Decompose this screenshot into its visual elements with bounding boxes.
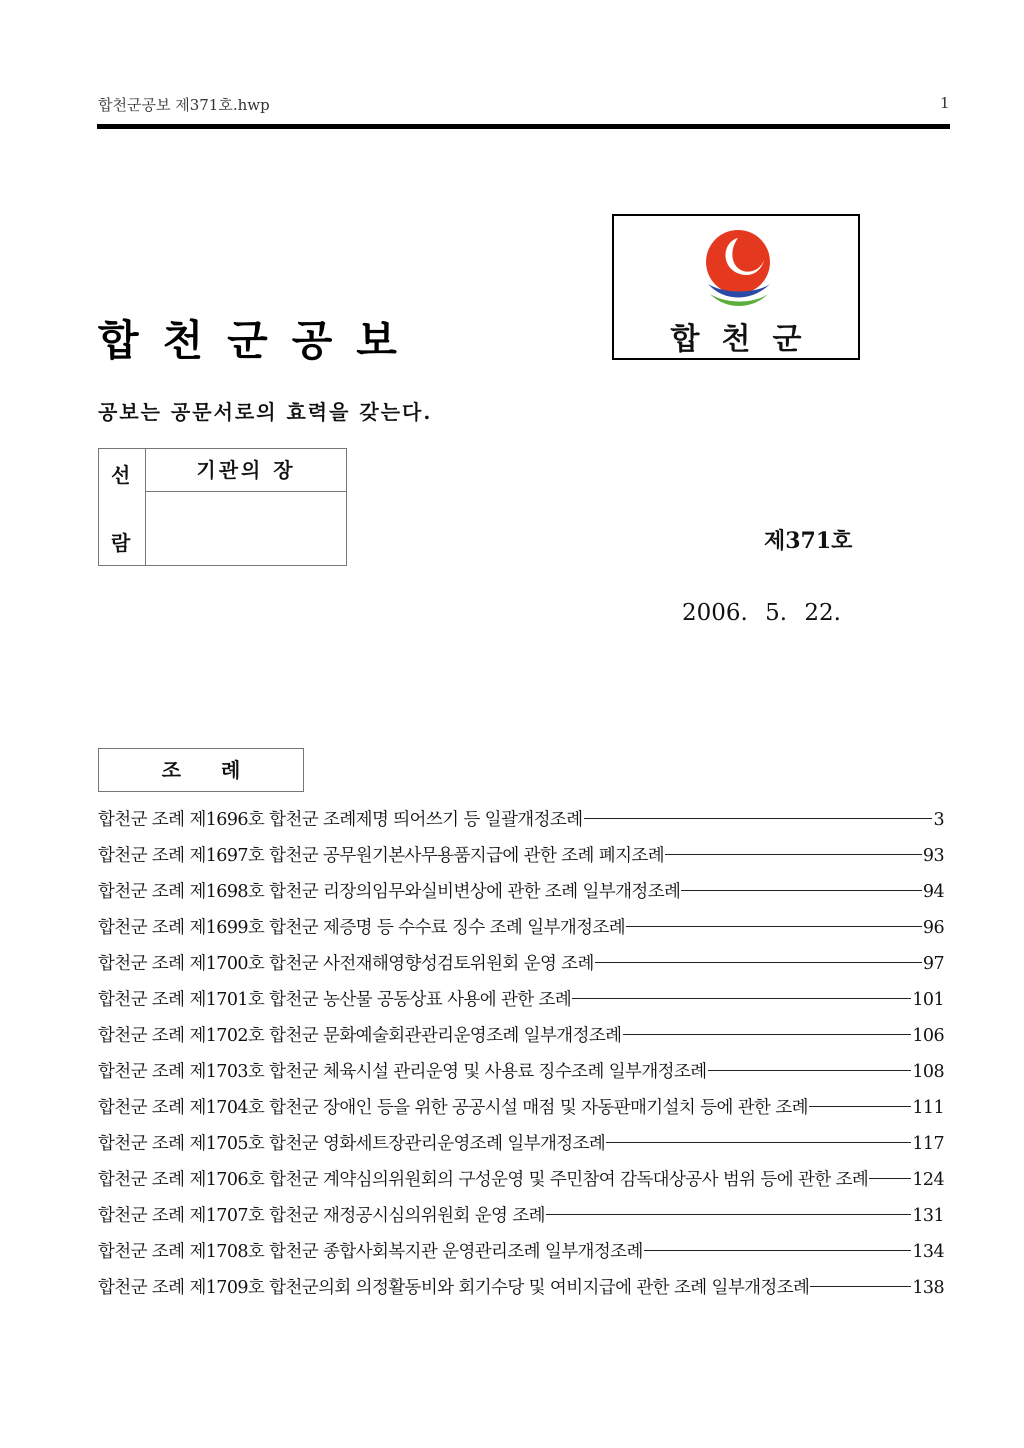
toc-page: 3 <box>933 810 944 830</box>
toc-row[interactable] <box>98 1094 944 1130</box>
toc-leader <box>595 962 922 963</box>
toc-page: 93 <box>922 846 944 866</box>
subtitle: 공보는 공문서로의 효력을 갖는다. <box>98 400 433 424</box>
approval-left-column <box>99 449 146 565</box>
toc-leader <box>665 854 922 855</box>
toc-row[interactable] <box>98 1130 944 1166</box>
approval-left-bottom: 람 <box>111 531 131 555</box>
toc-page: 134 <box>912 1242 944 1262</box>
toc-page: 138 <box>912 1278 944 1298</box>
toc-title: 합천군 조례 제1696호 합천군 조례제명 띄어쓰기 등 일괄개정조례 <box>98 810 583 830</box>
toc-page: 111 <box>912 1098 944 1118</box>
toc-row[interactable] <box>98 1238 944 1274</box>
toc-row[interactable] <box>98 1166 944 1202</box>
toc-row[interactable] <box>98 842 944 878</box>
toc-page: 124 <box>912 1170 944 1190</box>
toc-title: 합천군 조례 제1705호 합천군 영화세트장관리운영조례 일부개정조례 <box>98 1134 606 1154</box>
toc-leader <box>623 1034 912 1035</box>
toc-leader <box>644 1250 912 1251</box>
toc-row[interactable] <box>98 1058 944 1094</box>
header-rule <box>97 124 950 129</box>
toc-title: 합천군 조례 제1702호 합천군 문화예술회관관리운영조례 일부개정조례 <box>98 1026 622 1046</box>
table-of-contents <box>98 806 944 1310</box>
emblem-label: 합천군 <box>670 322 824 357</box>
toc-page: 117 <box>912 1134 944 1154</box>
toc-row[interactable] <box>98 878 944 914</box>
toc-page: 106 <box>912 1026 944 1046</box>
toc-title: 합천군 조례 제1698호 합천군 리장의임무와실비변상에 관한 조례 일부개정조례 <box>98 882 681 902</box>
toc-row[interactable] <box>98 1274 944 1310</box>
section-title: 조례 <box>98 748 304 792</box>
toc-leader <box>681 890 922 891</box>
toc-leader <box>708 1070 912 1071</box>
approval-header: 기관의 장 <box>146 449 346 492</box>
toc-title: 합천군 조례 제1706호 합천군 계약심의위원회의 구성운영 및 주민참여 감독대상공사 범위 등에 관한 조례 <box>98 1170 869 1190</box>
page-title: 합천군공보 <box>98 316 421 365</box>
approval-left-top: 선 <box>111 463 131 487</box>
approval-table <box>98 448 347 566</box>
toc-page: 94 <box>922 882 944 902</box>
toc-leader <box>546 1214 911 1215</box>
toc-title: 합천군 조례 제1703호 합천군 체육시설 관리운영 및 사용료 징수조례 일부개정조례 <box>98 1062 707 1082</box>
toc-title: 합천군 조례 제1701호 합천군 농산물 공동상표 사용에 관한 조례 <box>98 990 572 1010</box>
toc-title: 합천군 조례 제1709호 합천군의회 의정활동비와 회기수당 및 여비지급에 관한 조례 일부개정조례 <box>98 1278 810 1298</box>
toc-leader <box>572 998 911 999</box>
toc-row[interactable] <box>98 1022 944 1058</box>
issue-date: 2006. 5. 22. <box>682 600 841 626</box>
toc-page: 131 <box>912 1206 944 1226</box>
toc-leader <box>869 1178 911 1179</box>
toc-title: 합천군 조례 제1700호 합천군 사전재해영향성검토위원회 운영 조례 <box>98 954 594 974</box>
toc-title: 합천군 조례 제1708호 합천군 종합사회복지관 운영관리조례 일부개정조례 <box>98 1242 643 1262</box>
toc-title: 합천군 조례 제1699호 합천군 제증명 등 수수료 징수 조례 일부개정조례 <box>98 918 626 938</box>
toc-row[interactable] <box>98 986 944 1022</box>
toc-leader <box>809 1106 911 1107</box>
header-filename: 합천군공보 제371호.hwp <box>98 96 270 114</box>
toc-title: 합천군 조례 제1707호 합천군 재정공시심의위원회 운영 조례 <box>98 1206 545 1226</box>
toc-row[interactable] <box>98 950 944 986</box>
toc-page: 108 <box>912 1062 944 1082</box>
county-logo-icon <box>700 228 776 314</box>
toc-title: 합천군 조례 제1697호 합천군 공무원기본사무용품지급에 관한 조례 폐지조례 <box>98 846 665 866</box>
toc-leader <box>606 1142 911 1143</box>
toc-leader <box>584 818 933 819</box>
toc-leader <box>626 926 922 927</box>
toc-title: 합천군 조례 제1704호 합천군 장애인 등을 위한 공공시설 매점 및 자동판매기설치 등에 관한 조례 <box>98 1098 808 1118</box>
toc-row[interactable] <box>98 1202 944 1238</box>
header-page-number: 1 <box>940 94 950 112</box>
toc-page: 96 <box>922 918 944 938</box>
toc-page: 101 <box>912 990 944 1010</box>
county-emblem-box <box>612 214 860 360</box>
toc-row[interactable] <box>98 914 944 950</box>
toc-page: 97 <box>922 954 944 974</box>
toc-row[interactable] <box>98 806 944 842</box>
issue-number: 제371호 <box>764 528 853 554</box>
toc-leader <box>810 1286 911 1287</box>
